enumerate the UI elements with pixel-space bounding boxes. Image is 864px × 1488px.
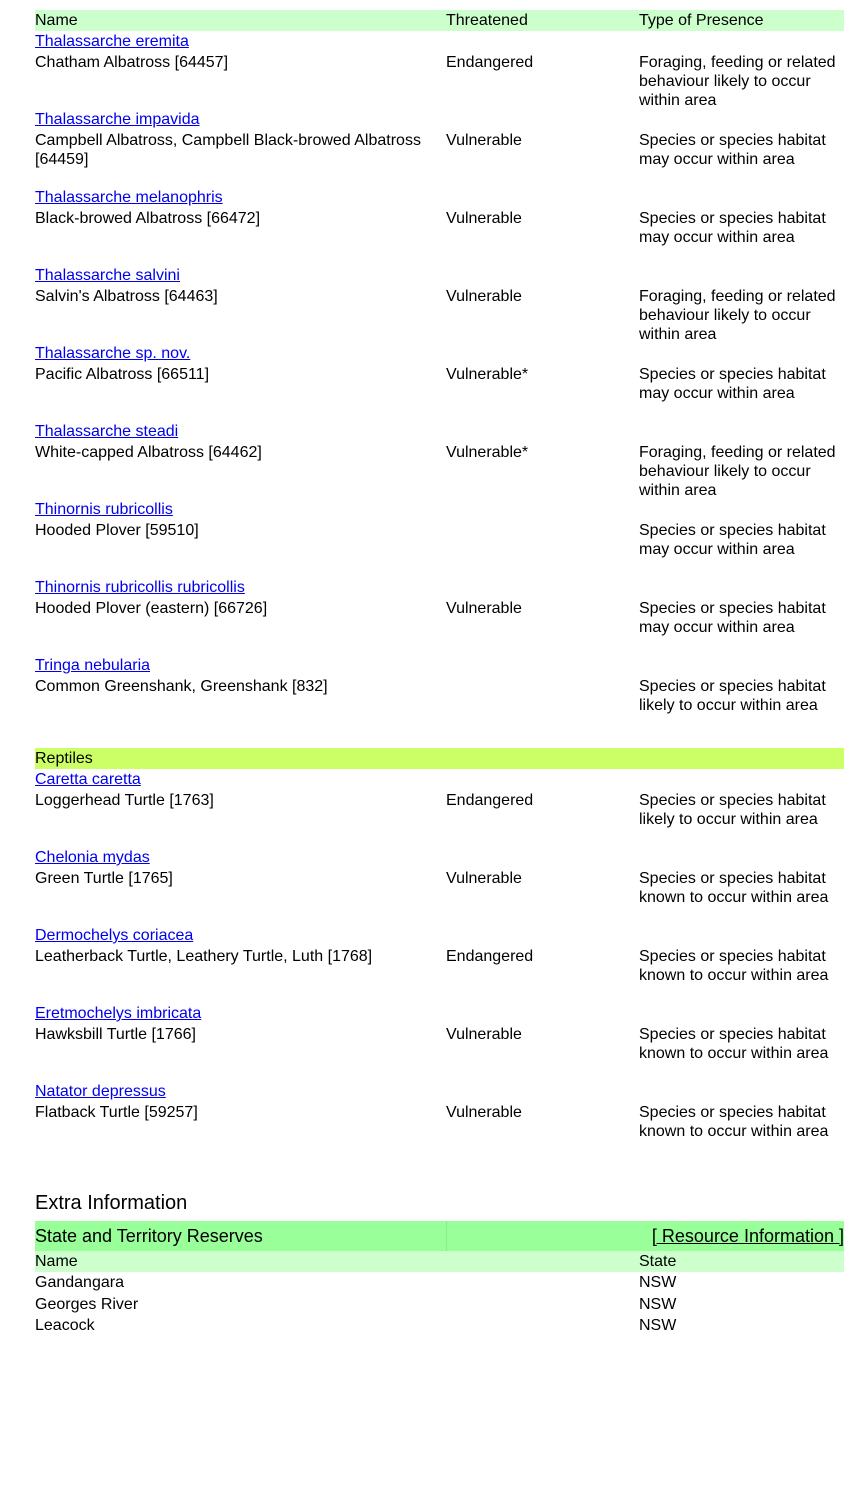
species-link[interactable]: Thalassarche melanophris [35, 189, 223, 206]
presence-type: Species or species habitat known to occur within area [639, 870, 829, 906]
species-link[interactable]: Eretmochelys imbricata [35, 1005, 202, 1022]
species-entry [35, 187, 844, 265]
table-header [35, 10, 844, 31]
threat-status: Vulnerable [446, 600, 522, 617]
common-name: Common Greenshank, Greenshank [832] [35, 678, 328, 695]
species-entry [35, 1003, 844, 1081]
presence-type: Species or species habitat may occur within area [639, 132, 826, 168]
presence-type: Foraging, feeding or related behaviour likely to occur within area [639, 54, 836, 109]
presence-type: Species or species habitat known to occur within area [639, 1026, 829, 1062]
species-link[interactable]: Thalassarche impavida [35, 111, 200, 128]
species-entry [35, 655, 844, 733]
species-link[interactable]: Thalassarche eremita [35, 33, 189, 50]
presence-type: Species or species habitat known to occur within area [639, 1104, 829, 1140]
common-name: Loggerhead Turtle [1763] [35, 792, 214, 809]
reserve-name: Leacock [35, 1317, 95, 1334]
species-link[interactable]: Thalassarche salvini [35, 267, 180, 284]
threat-status: Vulnerable* [446, 444, 529, 461]
common-name: Salvin's Albatross [64463] [35, 288, 218, 305]
reserve-state: NSW [639, 1317, 677, 1334]
threat-status: Vulnerable* [446, 366, 529, 383]
common-name: Hooded Plover [59510] [35, 522, 199, 539]
reserves-title: State and Territory Reserves [35, 1226, 263, 1246]
species-link[interactable]: Caretta caretta [35, 771, 141, 788]
species-link[interactable]: Chelonia mydas [35, 849, 150, 866]
species-entry [35, 421, 844, 499]
presence-type: Species or species habitat may occur within area [639, 522, 826, 558]
species-entry [35, 265, 844, 343]
reserve-name-header: Name [35, 1253, 78, 1270]
species-link[interactable]: Thinornis rubricollis rubricollis [35, 579, 245, 596]
species-entry [35, 1081, 844, 1159]
presence-type: Foraging, feeding or related behaviour likely to occur within area [639, 444, 836, 499]
threat-status: Vulnerable [446, 288, 522, 305]
species-link[interactable]: Tringa nebularia [35, 657, 151, 674]
common-name: Pacific Albatross [66511] [35, 366, 210, 383]
threat-status: Vulnerable [446, 1104, 522, 1121]
common-name: Black-browed Albatross [66472] [35, 210, 261, 227]
species-entry [35, 925, 844, 1003]
species-link[interactable]: Thinornis rubricollis [35, 501, 173, 518]
reserve-state: NSW [639, 1274, 677, 1291]
threat-status: Vulnerable [446, 132, 522, 149]
common-name: Hooded Plover (eastern) [66726] [35, 600, 268, 617]
common-name: Hawksbill Turtle [1766] [35, 1026, 196, 1043]
common-name: Flatback Turtle [59257] [35, 1104, 198, 1121]
category-label: Reptiles [35, 750, 93, 767]
reserve-name: Georges River [35, 1295, 139, 1313]
common-name: Chatham Albatross [64457] [35, 54, 229, 71]
col-threatened-header: Threatened [446, 12, 528, 29]
threat-status: Vulnerable [446, 1026, 522, 1043]
reserve-row [35, 1272, 844, 1294]
header-divider [446, 1221, 447, 1251]
common-name: White-capped Albatross [64462] [35, 444, 262, 461]
common-name: Leatherback Turtle, Leathery Turtle, Luth [1768] [35, 948, 373, 965]
resource-information-link[interactable]: [ Resource Information ] [651, 1226, 844, 1246]
reptiles-list [35, 769, 844, 1159]
presence-type: Species or species habitat may occur within area [639, 600, 826, 636]
reserves-list [35, 1272, 844, 1337]
presence-type: Species or species habitat may occur within area [639, 366, 826, 402]
reserve-row [35, 1294, 844, 1316]
category-reptiles [35, 748, 844, 769]
species-link[interactable]: Thalassarche steadi [35, 423, 179, 440]
species-entry [35, 31, 844, 109]
species-entry [35, 499, 844, 577]
birds-list [35, 31, 844, 733]
extra-information-title: Extra Information [35, 1192, 188, 1214]
presence-type: Species or species habitat likely to occur within area [639, 678, 826, 714]
species-entry [35, 577, 844, 655]
species-entry [35, 343, 844, 421]
species-report [35, 10, 844, 1337]
threat-status: Endangered [446, 948, 534, 965]
threat-status: Endangered [446, 792, 534, 809]
reserve-row [35, 1315, 844, 1337]
presence-type: Species or species habitat likely to occur within area [639, 792, 826, 828]
threat-status: Endangered [446, 54, 534, 71]
threat-status: Vulnerable [446, 210, 522, 227]
common-name: Green Turtle [1765] [35, 870, 173, 887]
reserve-name: Gandangara [35, 1274, 124, 1291]
col-presence-header: Type of Presence [639, 12, 764, 29]
presence-type: Species or species habitat known to occur within area [639, 948, 829, 984]
col-name-header: Name [35, 12, 78, 29]
species-entry [35, 769, 844, 847]
species-entry [35, 847, 844, 925]
species-entry [35, 109, 844, 187]
reserves-columns [35, 1251, 844, 1272]
species-link[interactable]: Natator depressus [35, 1083, 166, 1100]
species-link[interactable]: Dermochelys coriacea [35, 927, 194, 944]
species-link[interactable]: Thalassarche sp. nov. [35, 345, 191, 362]
reserve-state-header: State [639, 1253, 677, 1270]
common-name: Campbell Albatross, Campbell Black-browed Albatross [64459] [35, 132, 421, 168]
reserve-state: NSW [639, 1295, 677, 1313]
threat-status: Vulnerable [446, 870, 522, 887]
reserves-header [35, 1221, 844, 1251]
presence-type: Foraging, feeding or related behaviour likely to occur within area [639, 288, 836, 343]
presence-type: Species or species habitat may occur within area [639, 210, 826, 246]
